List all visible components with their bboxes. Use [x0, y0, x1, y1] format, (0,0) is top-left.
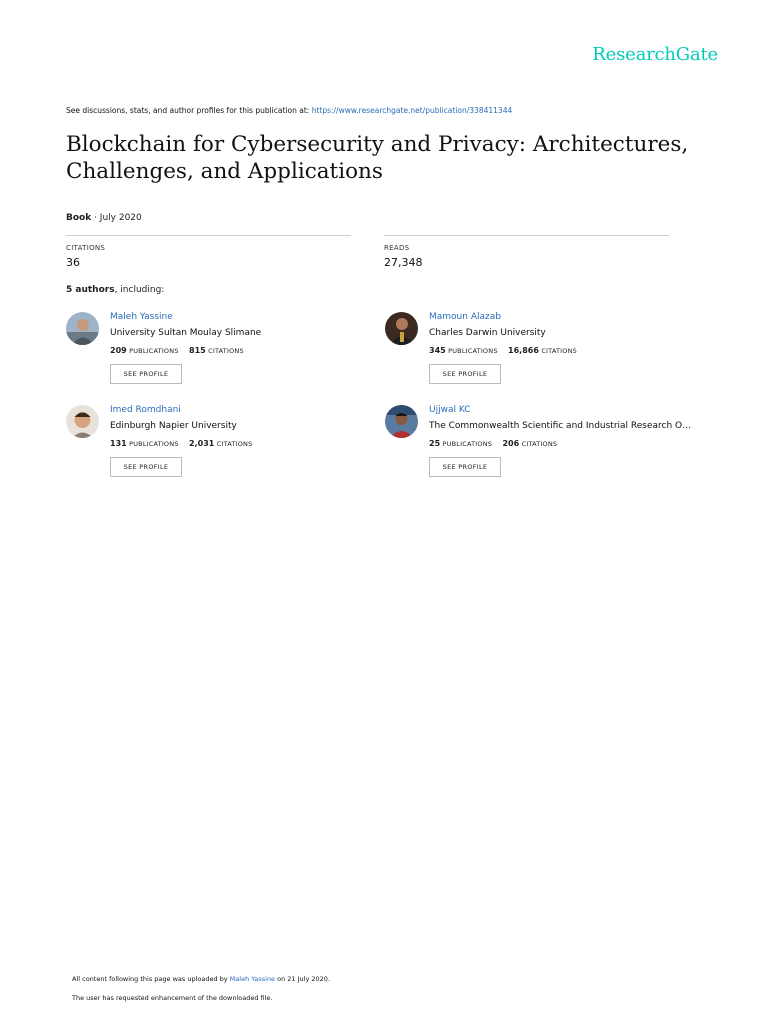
upload-prefix: All content following this page was uploaded by — [72, 975, 230, 983]
author-stats — [110, 439, 252, 448]
publications-label: PUBLICATIONS — [442, 440, 493, 448]
citations-divider — [66, 235, 351, 236]
author-avatar[interactable] — [66, 312, 99, 345]
reads-label: READS — [384, 244, 410, 252]
citations-count: 36 — [66, 256, 80, 269]
discussion-line — [66, 106, 512, 115]
author-publications-count: 209 — [110, 346, 127, 355]
publication-title: Blockchain for Cybersecurity and Privacy: Architectures, Challenges, and Applications — [66, 132, 689, 184]
reads-count: 27,348 — [384, 256, 423, 269]
see-profile-button[interactable]: SEE PROFILE — [110, 364, 182, 384]
publication-meta — [66, 213, 142, 223]
author-stats — [110, 346, 244, 355]
publication-link[interactable]: https://www.researchgate.net/publication/338411344 — [311, 106, 513, 115]
publications-label: PUBLICATIONS — [448, 347, 498, 355]
person-photo-icon — [385, 312, 418, 345]
see-profile-button[interactable]: SEE PROFILE — [110, 457, 182, 477]
uploader-link[interactable]: Maleh Yassine — [229, 975, 276, 983]
publication-date: · July 2020 — [91, 213, 142, 223]
citations-label: CITATIONS — [521, 440, 558, 448]
author-name[interactable]: Ujjwal KC — [429, 405, 471, 415]
author-publications-count: 131 — [110, 439, 127, 448]
see-profile-button[interactable]: SEE PROFILE — [429, 457, 501, 477]
person-photo-icon — [385, 405, 418, 438]
publication-type: Book — [66, 213, 92, 223]
author-avatar[interactable] — [385, 312, 418, 345]
enhancement-note: The user has requested enhancement of the downloaded file. — [72, 994, 273, 1002]
author-card — [385, 312, 685, 392]
author-institution: Edinburgh Napier University — [110, 421, 237, 431]
author-stats — [429, 346, 577, 355]
author-publications-count: 345 — [429, 346, 446, 355]
citations-label: CITATIONS — [541, 347, 577, 355]
person-photo-icon — [66, 312, 99, 345]
discussion-text: See discussions, stats, and author profiles for this publication at: — [66, 106, 312, 115]
reads-divider — [384, 235, 669, 236]
author-avatar[interactable] — [66, 405, 99, 438]
author-card — [66, 312, 366, 392]
citations-label: CITATIONS — [208, 347, 244, 355]
author-card — [385, 405, 692, 485]
author-citations-count: 206 — [502, 439, 520, 448]
author-name[interactable]: Mamoun Alazab — [429, 312, 501, 322]
citations-label: CITATIONS — [216, 440, 253, 448]
citations-label: CITATIONS — [66, 244, 106, 252]
author-card — [66, 405, 366, 485]
author-institution: Charles Darwin University — [429, 328, 546, 338]
authors-count: 5 authors — [66, 285, 115, 295]
author-avatar[interactable] — [385, 405, 418, 438]
author-citations-count: 16,866 — [508, 346, 539, 355]
authors-header — [66, 285, 164, 295]
author-publications-count: 25 — [429, 439, 441, 448]
author-institution: University Sultan Moulay Slimane — [110, 328, 262, 338]
upload-suffix: on 21 July 2020. — [275, 975, 330, 983]
upload-note — [72, 975, 330, 983]
author-citations-count: 815 — [189, 346, 206, 355]
researchgate-logo[interactable]: ResearchGate — [592, 44, 718, 65]
publications-label: PUBLICATIONS — [129, 347, 179, 355]
author-name[interactable]: Imed Romdhani — [110, 405, 181, 415]
author-citations-count: 2,031 — [189, 439, 215, 448]
author-stats — [429, 439, 557, 448]
author-institution: The Commonwealth Scientific and Industrial Research O… — [429, 421, 692, 431]
authors-header-suffix: , including: — [114, 285, 165, 295]
publications-label: PUBLICATIONS — [129, 440, 179, 448]
author-name[interactable]: Maleh Yassine — [110, 312, 173, 322]
person-photo-icon — [66, 405, 99, 438]
see-profile-button[interactable]: SEE PROFILE — [429, 364, 501, 384]
